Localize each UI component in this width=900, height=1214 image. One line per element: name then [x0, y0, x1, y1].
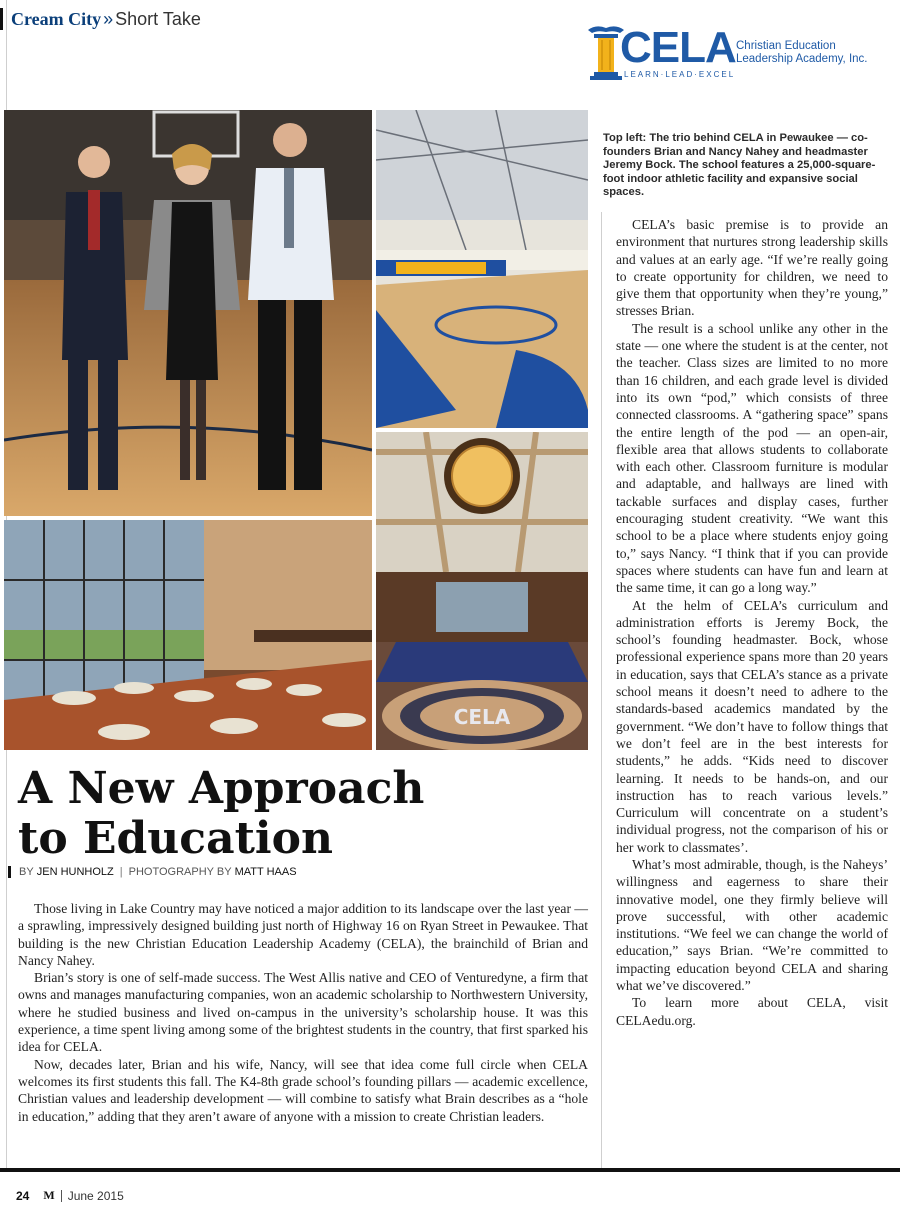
body-paragraph: What’s most admirable, though, is the Naheys’ willingness and eagerness to share their innovative model, one they firmly believe will prove successful, with other academic institutions. “We feel we can change the world of education,” says Brian. “We’re committed to impacting education beyond CELA and sharing what we’ve discovered.”	[616, 856, 888, 994]
atrium-photo	[376, 432, 588, 750]
issue-date: June 2015	[67, 1188, 124, 1203]
page-footer	[16, 1188, 124, 1203]
body-left-column	[18, 900, 588, 1125]
logo-tagline: LEARN·LEAD·EXCEL	[624, 70, 736, 79]
body-paragraph: The result is a school unlike any other in the state — one where the student is at the center, not the teacher. Class sizes are limited to no more than 16 children, and each grade level is divided into its own “pod,” which consists of three connected classrooms. A “gathering space” spans the entire length of the pod — an open-air, flexible area that allows students to collaborate with each other. Classroom furniture is modular and adaptable, and hallways are lined with tackable surfaces and display cases, further encouraging student creativity. “We want this school to be a place where students enjoy going to,” says Nancy. “I think that if you can provide spaces where students can have fun and learn at the same time, it can go a long way.”	[616, 320, 888, 596]
headline-line2: to Education	[18, 813, 333, 864]
footer-separator	[61, 1190, 62, 1202]
byline-bar	[8, 866, 11, 878]
page-number: 24	[16, 1188, 30, 1203]
logo-full-name-line1: Christian Education	[736, 40, 836, 52]
magazine-mark: M	[43, 1188, 55, 1202]
photo-caption: Top left: The trio behind CELA in Pewaukee — co-founders Brian and Nancy Nahey and headmaster Jeremy Bock. The school features a 25,000-square-foot indoor athletic facility and expansive social spaces.	[603, 132, 876, 199]
floor-seal-word: CELA	[453, 705, 511, 729]
body-right-column	[616, 216, 888, 1029]
body-paragraph: Those living in Lake Country may have noticed a major addition to its landscape over the last year — a sprawling, impressively designed building just north of Highway 16 on Ryan Street in Pewaukee. That building is the new Christian Education Leadership Academy (CELA), the brainchild of Brian and Nancy Nahey.	[18, 901, 588, 968]
body-paragraph: Brian’s story is one of self-made success. The West Allis native and CEO of Venturedyne, a firm that owns and manages manufacturing companies, won an academic scholarship to Northwestern University, where he studied business and lived on-campus in the university’s scholarship house. It was this experience, a time spent living among some of the brightest students in the country, that first sparked his idea for CELA.	[18, 970, 588, 1055]
founders-photo	[4, 110, 372, 516]
cela-logo	[584, 24, 884, 82]
byline-author: JEN HUNHOLZ	[36, 866, 114, 878]
logo-wordmark: CELA	[620, 23, 736, 72]
body-paragraph: At the helm of CELA’s curriculum and administration efforts is Jeremy Bock, the school’s founding headmaster. Bock, whose professional experience spans more than 20 years in education, says that CELA’s stance as a private school means it doesn’t need to adhere to the standards-based academics mandated by the government. “We don’t have to follow things that we don’t feel are in the best interests for students,” he adds. “Kids need to discover learning. It needs to be hands-on, and our instruction has to reach various levels.” Curriculum will concentrate on a student’s individual progress, not the comparison of his or her work to classmates’.	[616, 597, 888, 855]
section-chevron: »	[103, 8, 114, 29]
body-paragraph: Now, decades later, Brian and his wife, Nancy, will see that idea come full circle when CELA welcomes its first students this fall. The K4-8th grade school’s founding pillars — academic excellence, Christian values and leadership development — will combine to satisfy what Brain describes as a “hole in education,” adding that they aren’t aware of anyone with a mission to create Christian leaders.	[18, 1056, 588, 1124]
body-paragraph: CELA’s basic premise is to provide an environment that nurtures strong leadership skills and values at an early age. “If we’re really going to create opportunity for children, we need to give them that opportunity when they’re young,” stresses Brian.	[616, 217, 888, 319]
section-header	[0, 6, 201, 32]
gym-photo	[376, 110, 588, 428]
logo-full-name-line2: Leadership Academy, Inc.	[736, 53, 868, 65]
header-bar	[0, 8, 3, 30]
section-name: Cream City	[11, 8, 102, 29]
headline-line1: A New Approach	[18, 763, 425, 814]
cafeteria-photo	[4, 520, 372, 750]
byline-photographer: MATT HAAS	[234, 866, 297, 878]
byline	[8, 866, 297, 878]
byline-photo-by: PHOTOGRAPHY BY	[128, 866, 232, 878]
article-headline	[18, 764, 578, 864]
subsection-name: Short Take	[115, 8, 201, 29]
byline-by: BY	[19, 866, 34, 878]
footer-bar	[0, 1168, 900, 1172]
logo-full-name	[736, 40, 867, 66]
column-divider	[601, 212, 602, 1170]
byline-separator: |	[119, 866, 123, 878]
body-paragraph: To learn more about CELA, visit CELAedu.org.	[616, 995, 888, 1028]
